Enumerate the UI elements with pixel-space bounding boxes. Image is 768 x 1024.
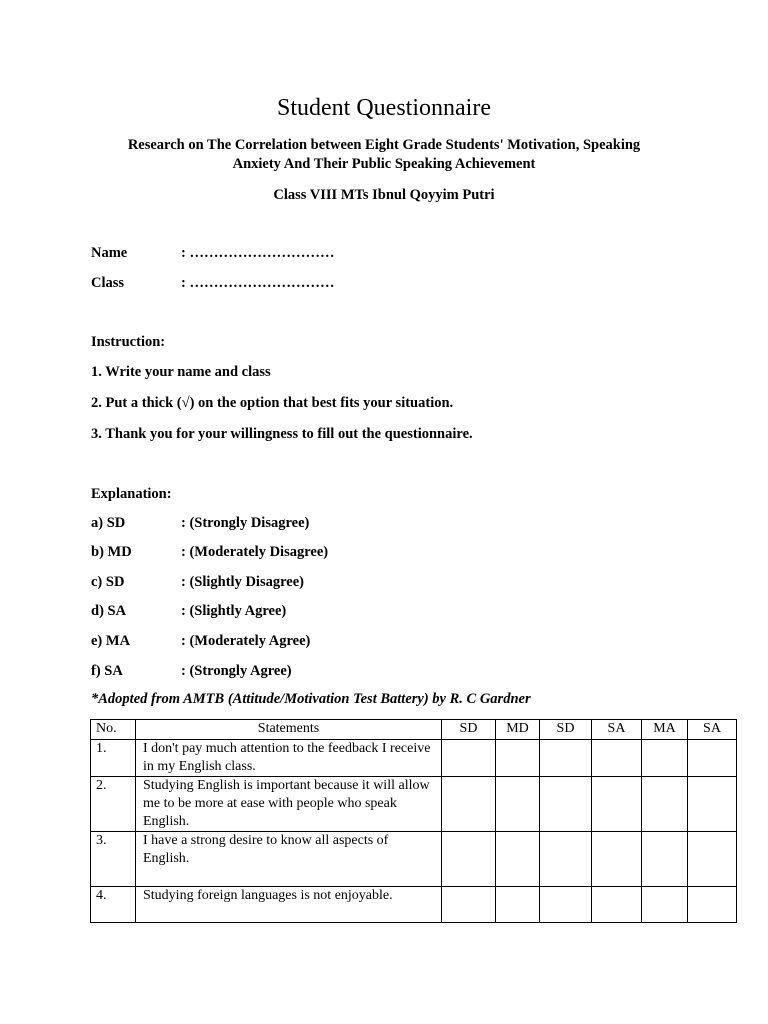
scale-code: b) MD: [91, 544, 132, 560]
answer-cell-ma[interactable]: [642, 777, 688, 832]
name-blank: : …………………………: [181, 245, 335, 261]
subtitle-line-2: Anxiety And Their Public Speaking Achievement: [232, 156, 536, 172]
table-row: [91, 887, 737, 923]
instruction-heading: Instruction:: [91, 334, 166, 350]
header-ma: MA: [642, 720, 688, 740]
answer-cell-md[interactable]: [496, 832, 540, 887]
research-subtitle: [100, 136, 668, 174]
answer-cell-md[interactable]: [496, 740, 540, 777]
answer-cell-sa[interactable]: [688, 740, 737, 777]
statement-text: Studying foreign languages is not enjoyable.: [136, 887, 442, 923]
subtitle-line-1: Research on The Correlation between Eight Grade Students' Motivation, Speaking: [127, 137, 641, 153]
answer-cell-sa[interactable]: [688, 777, 737, 832]
page-title: Student Questionnaire: [277, 95, 491, 121]
table-row: [91, 832, 737, 887]
class-label: Class: [91, 275, 125, 291]
class-field: [91, 274, 334, 292]
scale-meaning: : (Moderately Agree): [181, 633, 311, 649]
answer-cell-sa[interactable]: [592, 832, 642, 887]
answer-cell-md[interactable]: [496, 777, 540, 832]
answer-cell-ma[interactable]: [642, 832, 688, 887]
table-row: [91, 740, 737, 777]
scale-meaning: : (Slightly Disagree): [181, 574, 304, 590]
answer-cell-sa[interactable]: [592, 740, 642, 777]
explanation-item: [91, 632, 310, 650]
instruction-item: 3. Thank you for your willingness to fill out the questionnaire.: [91, 426, 473, 442]
header-sd: SD: [540, 720, 592, 740]
answer-cell-sd[interactable]: [540, 740, 592, 777]
scale-code: c) SD: [91, 574, 125, 590]
source-note: *Adopted from AMTB (Attitude/Motivation Test Battery) by R. C Gardner: [91, 691, 531, 707]
questionnaire-table: [90, 719, 737, 923]
scale-code: f) SA: [91, 663, 123, 679]
answer-cell-md[interactable]: [496, 887, 540, 923]
statement-text: I don't pay much attention to the feedback I receive in my English class.: [136, 740, 442, 777]
answer-cell-sd[interactable]: [442, 777, 496, 832]
scale-meaning: : (Strongly Disagree): [181, 515, 310, 531]
scale-meaning: : (Slightly Agree): [181, 603, 287, 619]
row-number: 3.: [91, 832, 136, 887]
class-blank: : …………………………: [181, 275, 335, 291]
name-field: [91, 244, 334, 262]
explanation-item: [91, 543, 328, 561]
answer-cell-sd[interactable]: [442, 887, 496, 923]
answer-cell-sd[interactable]: [540, 777, 592, 832]
answer-cell-sd[interactable]: [442, 740, 496, 777]
explanation-item: [91, 602, 286, 620]
answer-cell-sa[interactable]: [688, 887, 737, 923]
row-number: 2.: [91, 777, 136, 832]
header-md: MD: [496, 720, 540, 740]
answer-cell-sa[interactable]: [688, 832, 737, 887]
class-school-heading: Class VIII MTs Ibnul Qoyyim Putri: [273, 187, 495, 203]
explanation-item: [91, 662, 292, 680]
table-row: [91, 777, 737, 832]
table-header-row: [91, 720, 737, 740]
scale-meaning: : (Moderately Disagree): [181, 544, 329, 560]
name-label: Name: [91, 245, 128, 261]
instruction-item: 2. Put a thick (√) on the option that best fits your situation.: [91, 395, 454, 411]
header-statements: Statements: [136, 720, 442, 740]
instruction-item: 1. Write your name and class: [91, 364, 271, 380]
row-number: 4.: [91, 887, 136, 923]
explanation-item: [91, 514, 309, 532]
answer-cell-sd[interactable]: [540, 887, 592, 923]
answer-cell-sd[interactable]: [442, 832, 496, 887]
answer-cell-sd[interactable]: [540, 832, 592, 887]
explanation-heading: Explanation:: [91, 486, 172, 502]
statement-text: Studying English is important because it will allow me to be more at ease with people who speak English.: [136, 777, 442, 832]
scale-code: e) MA: [91, 633, 131, 649]
header-no: No.: [91, 720, 136, 740]
answer-cell-sa[interactable]: [592, 887, 642, 923]
answer-cell-sa[interactable]: [592, 777, 642, 832]
scale-code: d) SA: [91, 603, 127, 619]
header-sa: SA: [592, 720, 642, 740]
header-sa: SA: [688, 720, 737, 740]
answer-cell-ma[interactable]: [642, 887, 688, 923]
explanation-item: [91, 573, 304, 591]
scale-code: a) SD: [91, 515, 126, 531]
answer-cell-ma[interactable]: [642, 740, 688, 777]
statement-text: I have a strong desire to know all aspects of English.: [136, 832, 442, 887]
scale-meaning: : (Strongly Agree): [181, 663, 292, 679]
header-sd: SD: [442, 720, 496, 740]
row-number: 1.: [91, 740, 136, 777]
